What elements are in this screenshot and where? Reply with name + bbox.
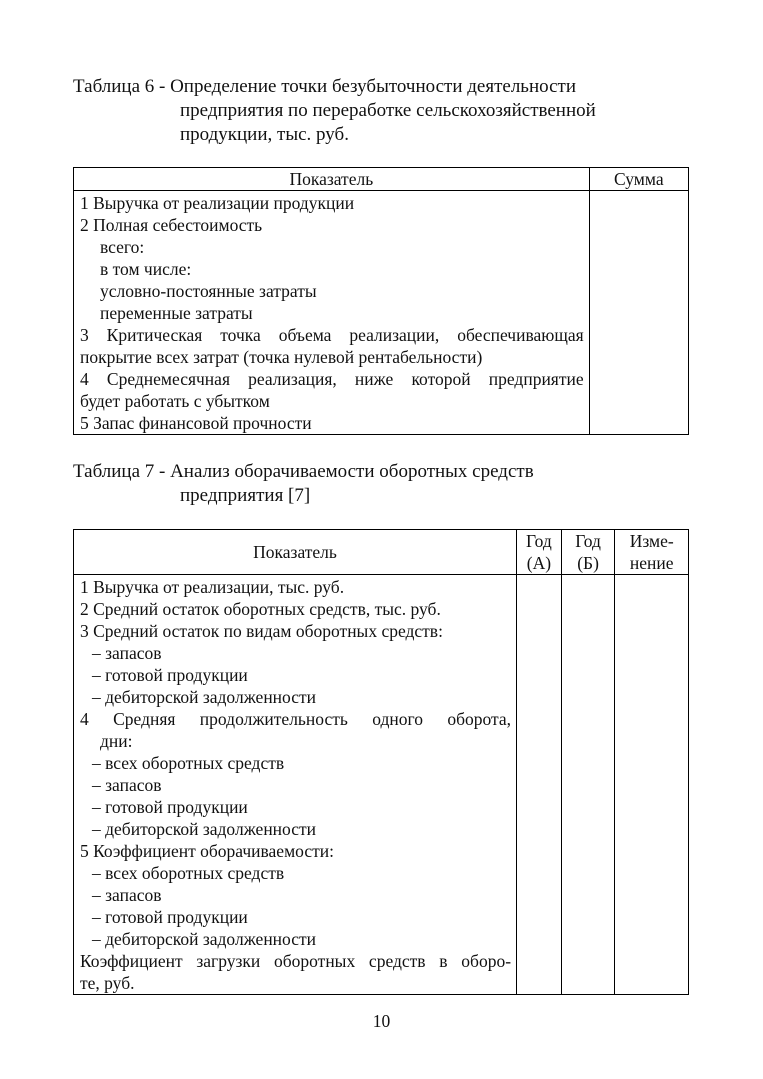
year-a-line2: (А) xyxy=(526,553,552,573)
page-number: 10 xyxy=(372,1011,391,1031)
table-row: покрытие всех затрат (точка нулевой рентабельности) xyxy=(80,347,483,367)
table-row: – запасов xyxy=(92,885,162,905)
year-b-line2: (Б) xyxy=(577,553,599,573)
table-row: условно-постоянные затраты xyxy=(100,281,317,301)
table-row: Коэффициент загрузки оборотных средств в оборо- xyxy=(80,951,512,971)
table7-year-a-cell xyxy=(517,575,562,995)
change-line1: Изме- xyxy=(629,531,674,551)
table-row: – готовой продукции xyxy=(92,797,248,817)
table6-header-row xyxy=(74,168,689,191)
table-row: – дебиторской задолженности xyxy=(92,929,317,949)
table-row: те, руб. xyxy=(80,973,135,993)
table-row: дни: xyxy=(100,731,133,751)
table-row: 2 Полная себестоимость xyxy=(80,215,263,235)
table-row: – всех оборотных средств xyxy=(92,753,285,773)
table-row: – готовой продукции xyxy=(92,907,248,927)
table7-header-row xyxy=(74,530,689,575)
table7-header-year-b xyxy=(561,530,615,575)
table-row: 4 Среднемесячная реализация, ниже которой предприятие xyxy=(80,369,584,389)
table-row: 1 Выручка от реализации, тыс. руб. xyxy=(80,577,345,597)
table-row: 5 Запас финансовой прочности xyxy=(80,413,312,433)
table-row: 5 Коэффициент оборачиваемости: xyxy=(80,841,334,861)
table-row: 2 Средний остаток оборотных средств, тыс. руб. xyxy=(80,599,441,619)
table-row: 4 Средняя продолжительность одного оборота, xyxy=(80,709,512,729)
table-row: – дебиторской задолженности xyxy=(92,819,317,839)
table6-sum-cell xyxy=(589,191,688,435)
table-row: – всех оборотных средств xyxy=(92,863,285,883)
table6-caption-line1: Таблица 6 - Определение точки безубыточности деятельности xyxy=(73,76,577,97)
table7-year-b-cell xyxy=(561,575,615,995)
table7-caption-line2: предприятия [7] xyxy=(180,485,311,506)
table-row: – запасов xyxy=(92,775,162,795)
table6-caption xyxy=(73,75,596,147)
table-row: – готовой продукции xyxy=(92,665,248,685)
table-row: 3 Критическая точка объема реализации, обеспечивающая xyxy=(80,325,584,345)
table7-indicators-cell xyxy=(74,575,517,995)
year-a-line1: Год xyxy=(526,531,552,551)
table7-caption xyxy=(73,460,534,508)
table7-body-row xyxy=(74,575,689,995)
table-row: в том числе: xyxy=(100,259,192,279)
table-row: будет работать с убытком xyxy=(80,391,270,411)
table6-header-sum: Сумма xyxy=(589,168,688,191)
table-row: 1 Выручка от реализации продукции xyxy=(80,193,355,213)
table7-header-year-a xyxy=(517,530,562,575)
year-b-line1: Год xyxy=(575,531,601,551)
table6-caption-line3: продукции, тыс. руб. xyxy=(180,124,349,145)
table-row: 3 Средний остаток по видам оборотных средств: xyxy=(80,621,443,641)
table6-indicators-cell xyxy=(74,191,590,435)
change-line2: нение xyxy=(629,553,674,573)
table7 xyxy=(73,529,689,995)
table6-body-row xyxy=(74,191,689,435)
table-row: – запасов xyxy=(92,643,162,663)
table6-header-indicator: Показатель xyxy=(74,168,590,191)
table7-change-cell xyxy=(615,575,689,995)
table6 xyxy=(73,167,689,435)
table6-caption-line2: предприятия по переработке сельскохозяйственной xyxy=(180,100,596,121)
table7-header-indicator: Показатель xyxy=(74,530,517,575)
table7-caption-line1: Таблица 7 - Анализ оборачиваемости оборотных средств xyxy=(73,461,534,482)
table-row: переменные затраты xyxy=(100,303,253,323)
table7-header-change xyxy=(615,530,689,575)
table-row: всего: xyxy=(100,237,145,257)
table-row: – дебиторской задолженности xyxy=(92,687,317,707)
